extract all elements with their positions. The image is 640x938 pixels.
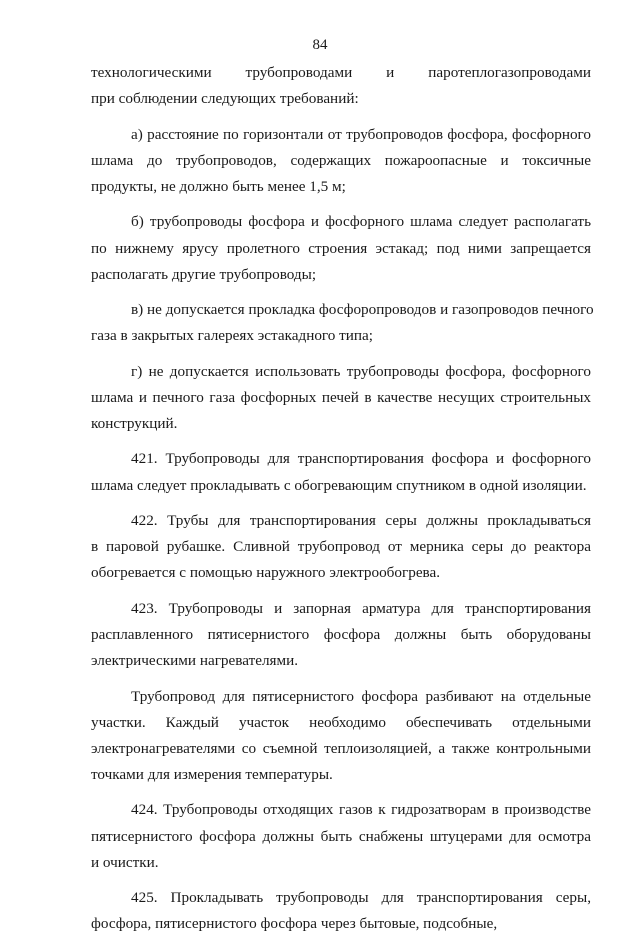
- text-line: г) не допускается использовать трубопроводы фосфора, фосфорного: [131, 362, 591, 380]
- text-line: 425. Прокладывать трубопроводы для транспортирования серы,: [131, 889, 591, 907]
- text-line: 421. Трубопроводы для транспортирования фосфора и фосфорного: [131, 450, 591, 468]
- paragraph: [91, 209, 591, 288]
- text-line: 422. Трубы для транспортирования серы должны прокладываться: [131, 511, 591, 529]
- text-line: шлама и печного газа фосфорных печей в качестве несущих строительных: [91, 388, 591, 406]
- text-line: обогревается с помощью наружного электрообогрева.: [91, 564, 441, 582]
- paragraph: [91, 508, 591, 587]
- text-line: в паровой рубашке. Сливной трубопровод от мерника серы до реактора: [91, 538, 591, 556]
- text-line: участки. Каждый участок необходимо обеспечивать отдельными: [91, 713, 591, 731]
- paragraph: [91, 60, 591, 112]
- text-line: а) расстояние по горизонтали от трубопроводов фосфора, фосфорного: [131, 125, 591, 143]
- text-line: по нижнему ярусу пролетного строения эстакад; под ними запрещается: [91, 239, 591, 257]
- text-line: и очистки.: [91, 853, 159, 871]
- document-body: [91, 60, 594, 938]
- text-line: в) не допускается прокладка фосфоропроводов и газопроводов печного: [131, 301, 594, 319]
- paragraph: [91, 797, 591, 876]
- text-line: располагать другие трубопроводы;: [91, 265, 317, 283]
- paragraph: [91, 297, 594, 349]
- text-line: электрическими нагревателями.: [91, 652, 299, 670]
- text-line: электронагревателями со съемной теплоизоляцией, а также контрольными: [91, 739, 591, 757]
- text-line: фосфора, пятисернистого фосфора через бытовые, подсобные,: [91, 915, 498, 933]
- text-line: технологическими трубопроводами и паротеплогазопроводами: [91, 64, 591, 81]
- text-line: точками для измерения температуры.: [91, 766, 333, 784]
- text-line: б) трубопроводы фосфора и фосфорного шлама следует располагать: [131, 213, 591, 231]
- text-line: шлама следует прокладывать с обогревающим спутником в одной изоляции.: [91, 476, 587, 494]
- text-line: расплавленного пятисернистого фосфора должны быть оборудованы: [91, 625, 591, 643]
- paragraph: [91, 359, 591, 438]
- text-line: Трубопровод для пятисернистого фосфора разбивают на отдельные: [131, 687, 591, 705]
- text-line: газа в закрытых галереях эстакадного типа;: [91, 327, 374, 345]
- paragraph: [91, 446, 591, 498]
- text-line: 423. Трубопроводы и запорная арматура для транспортирования: [131, 599, 591, 617]
- text-line: при соблюдении следующих требований:: [91, 90, 359, 108]
- text-line: 424. Трубопроводы отходящих газов к гидрозатворам в производстве: [131, 801, 591, 819]
- text-line: пятисернистого фосфора должны быть снабжены штуцерами для осмотра: [91, 827, 591, 845]
- page-number: 84: [312, 37, 328, 53]
- paragraph: [91, 684, 591, 789]
- text-line: шлама до трубопроводов, содержащих пожароопасные и токсичные: [91, 151, 591, 169]
- paragraph: [91, 596, 591, 675]
- text-line: продукты, не должно быть менее 1,5 м;: [91, 177, 346, 195]
- paragraph: [91, 885, 591, 937]
- text-line: конструкций.: [91, 415, 178, 433]
- paragraph: [91, 122, 591, 201]
